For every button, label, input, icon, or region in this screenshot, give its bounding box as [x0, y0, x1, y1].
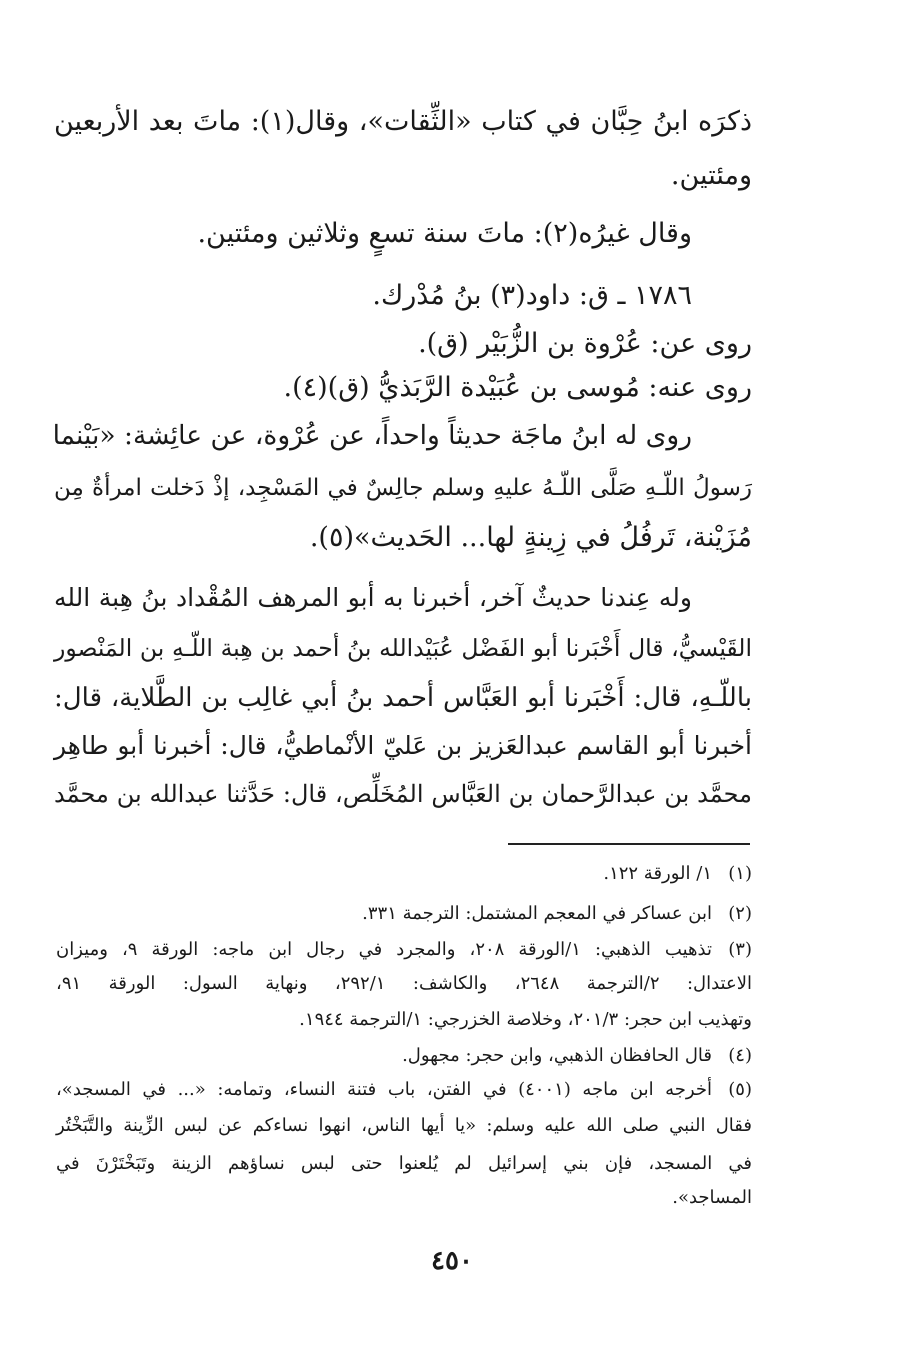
footnote-5-line-4: المساجد». [672, 1187, 752, 1208]
body-line-13: أخبرنا أبو القاسم عبدالعَزيز بن عَليّ الأنْماطيُّ، قال: أخبرنا أبو طاهِر [54, 731, 752, 760]
page-number: ٤٥٠ [431, 1246, 473, 1276]
footnote-3-line-1: تذهيب الذهبي: ١/الورقة ٢٠٨، والمجرد في رجال ابن ماجه: الورقة ٩، وميزان [56, 939, 712, 960]
body-line-3: وقال غيرُه(٢): ماتَ سنة تسعٍ وثلاثين ومئتين. [197, 218, 692, 249]
narrated-from-line: روى عن: عُرْوة بن الزُّبَيْر (ق). [418, 328, 752, 359]
footnote-3-line-2: الاعتدال: ٢/الترجمة ٢٦٤٨، والكاشف: ٢٩٢/١، ونهاية السول: الورقة ٩١، [56, 973, 752, 994]
footnote-5-line-3: في المسجد، فإن بني إسرائيل لم يُلعنوا حتى لبس نساؤهم الزينة وتَبَخْتَرْنَ في [56, 1153, 752, 1174]
footnote-number-2: (٢) [728, 903, 752, 924]
footnote-5-line-1: أخرجه ابن ماجه (٤٠٠١) في الفتن، باب فتنة النساء، وتمامه: «... في المسجد»، [56, 1079, 712, 1100]
footnote-4-line-1: قال الحافظان الذهبي، وابن حجر: مجهول. [402, 1045, 712, 1066]
footnote-number-1: (١) [728, 863, 752, 884]
body-line-11: القَيْسيُّ، قال أَخْبَرنا أبو الفَضْل عُبَيْدالله بنُ أحمد بن هِبة اللّـهِ بن المَنْصور [54, 634, 752, 662]
body-line-2: ومئتين. [670, 160, 752, 191]
entry-heading: ١٧٨٦ ـ ق: داود(٣) بنُ مُدْرك. [372, 280, 692, 311]
body-line-14: محمَّد بن عبدالرَّحمان بن العَبَّاس المُخَلِّص، قال: حَدَّثنا عبدالله بن محمَّد [54, 780, 752, 808]
footnote-2-line-1: ابن عساكر في المعجم المشتمل: الترجمة ٣٣١. [362, 903, 712, 924]
body-line-8: رَسولُ اللّـهِ صَلَّى اللّـهُ عليهِ وسلم جالِسٌ في المَسْجِد، إذْ دَخلت امرأةٌ مِن [54, 475, 752, 501]
body-line-9: مُزَيْنة، تَرفُلُ في زِينةٍ لها... الحَديث»(٥). [309, 522, 752, 553]
narrated-by-line: روى عنه: مُوسى بن عُبَيْدة الرَّبَذيُّ (ق)(٤). [283, 372, 752, 403]
footnote-1-line-1: ١/ الورقة ١٢٢. [603, 863, 712, 884]
footnote-number-5: (٥) [728, 1079, 752, 1100]
footnote-number-4: (٤) [728, 1045, 752, 1066]
footnote-3-line-3: وتهذيب ابن حجر: ٢٠١/٣، وخلاصة الخزرجي: ١/الترجمة ١٩٤٤. [299, 1009, 752, 1030]
footnote-number-3: (٣) [728, 939, 752, 960]
footnote-5-line-2: فقال النبي صلى الله عليه وسلم: «يا أيها الناس، انهوا نساءكم عن لبس الزِّينة والتَّبَخْتُر [56, 1115, 752, 1136]
footnote-separator [508, 843, 750, 845]
body-line-7: روى له ابنُ ماجَة حديثاً واحداً، عن عُرْوة، عن عائِشة: «بَيْنما [52, 420, 692, 451]
body-line-10: وله عِندنا حديثٌ آخر، أخبرنا به أبو المرهف المُقْداد بنُ هِبة الله [54, 583, 692, 612]
body-line-12: باللّـهِ، قال: أَخْبَرنا أبو العَبَّاس أحمد بنُ أبي غالِب بن الطَّلاية، قال: [54, 683, 752, 713]
body-line-1: ذكرَه ابنُ حِبَّان في كتاب «الثِّقات»، وقال(١): ماتَ بعد الأربعين [54, 106, 752, 137]
